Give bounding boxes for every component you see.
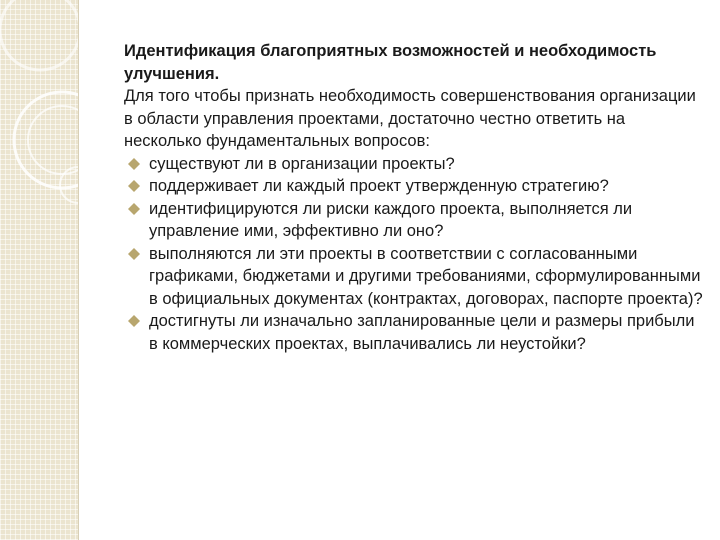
diamond-bullet-icon [128,248,140,254]
slide-intro: Для того чтобы признать необходимость совершенствования организации в области управления проектами, достаточно честно ответить на несколько фундаментальных вопросов: [124,87,696,150]
diamond-bullet-icon [128,158,140,164]
list-item-text: выполняются ли эти проекты в соответствии с согласованными графиками, бюджетами и другими требованиями, сформулированными в официальных документах (контрактах, договорах, паспорте проекта)? [149,244,703,308]
list-item [124,198,704,243]
question-list [124,153,704,356]
panel-divider [78,0,79,540]
decorative-side-panel [0,0,78,540]
decorative-circles [0,0,78,540]
diamond-bullet-icon [128,315,140,321]
list-item [124,175,704,198]
list-item-text: идентифицируются ли риски каждого проекта, выполняется ли управление ими, эффективно ли оно? [149,199,633,240]
list-item [124,310,704,355]
list-item-text: достигнуты ли изначально запланированные цели и размеры прибыли в коммерческих проектах, выплачивались ли неустойки? [149,312,695,353]
list-item [124,153,704,176]
list-item-text: поддерживает ли каждый проект утвержденную стратегию? [149,177,609,195]
slide-title: Идентификация благоприятных возможностей и необходимость улучшения. [124,42,657,83]
slide-content [124,40,704,355]
diamond-bullet-icon [128,203,140,209]
list-item [124,243,704,311]
diamond-bullet-icon [128,180,140,186]
list-item-text: существуют ли в организации проекты? [149,154,455,173]
